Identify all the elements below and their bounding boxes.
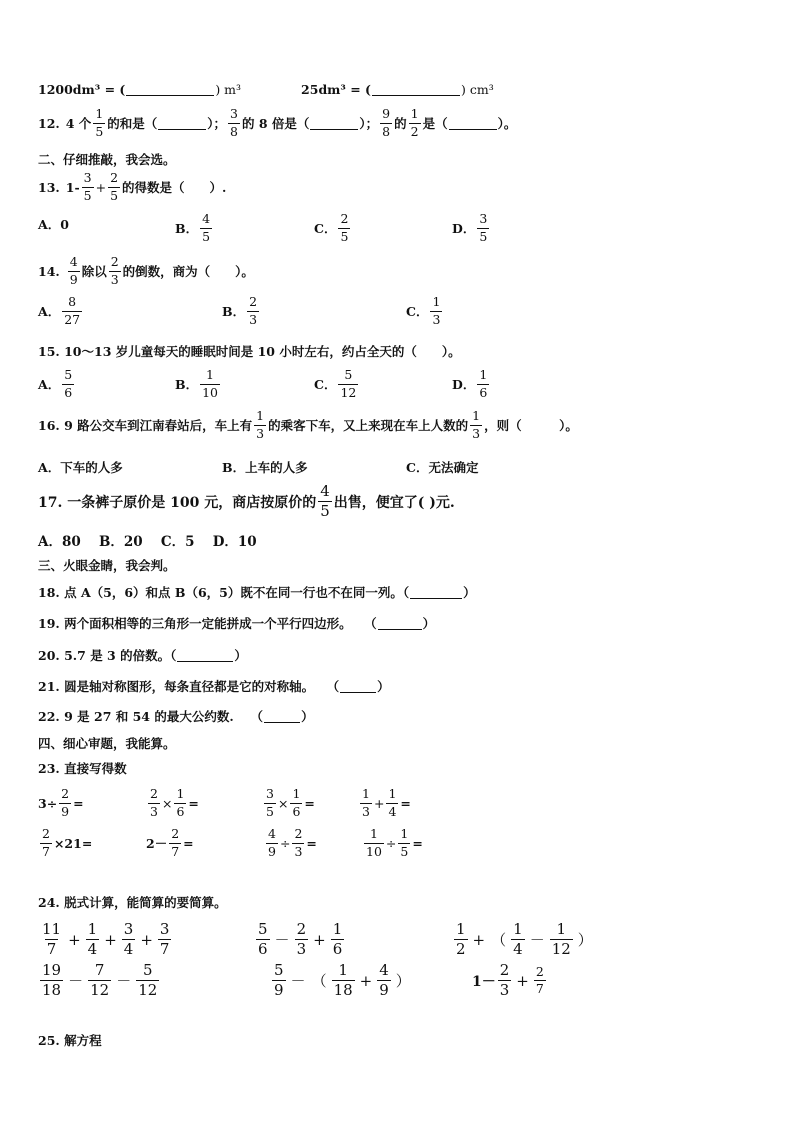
q21-line: 21. 圆是轴对称图形，每条直径都是它的对称轴。 （ ） xyxy=(38,679,390,694)
q16-text-1: 16. 9 路公交车到江南春站后，车上有 xyxy=(38,418,253,433)
q12-text-3: ）； xyxy=(207,116,227,131)
q22-blank[interactable] xyxy=(264,710,300,723)
q16-text-3: ，则（ ）。 xyxy=(484,418,578,433)
q11-blank-2[interactable] xyxy=(372,83,460,96)
q12-text-6: 的 xyxy=(394,116,407,131)
q20-blank[interactable] xyxy=(177,649,233,662)
q12-fraction-2: $\frac{3}{8}$ xyxy=(230,106,238,139)
q18-line: 18. 点 A（5，6）和点 B（6，5）既不在同一行也不在同一列。（ ） xyxy=(38,585,476,600)
q17-line xyxy=(38,484,455,519)
q13-text-1: 1- xyxy=(65,179,80,195)
q12-blank-1[interactable] xyxy=(158,117,206,130)
q11-blank-1[interactable] xyxy=(126,83,214,96)
q14-line xyxy=(38,256,254,286)
q16-line xyxy=(38,410,578,440)
q19-line: 19. 两个面积相等的三角形一定能拼成一个平行四边形。 （ ） xyxy=(38,616,436,631)
q23-title: 23. 直接写得数 xyxy=(38,761,127,776)
q23-item-1: 3÷ $\frac{2}{9}$ = xyxy=(38,786,84,819)
q23-item-8: $\frac{1}{10}$ ÷ $\frac{1}{5}$ = xyxy=(366,826,423,859)
q24-expr-2: $\frac{5}{6}$ － $\frac{2}{3}$ + $\frac{1}{6}$ xyxy=(258,920,343,958)
q16-option-a[interactable]: A．下车的人多 xyxy=(38,460,123,475)
q14-option-a[interactable]: A． $\frac{8}{27}$ xyxy=(38,294,81,327)
q12-text-4: 的 8 倍是（ xyxy=(242,116,310,131)
q11-line xyxy=(38,82,494,97)
q23-item-2: $\frac{2}{3}$ × $\frac{1}{6}$ = xyxy=(150,786,199,819)
q13-number: 13. xyxy=(38,179,60,195)
q12-text-8: ）。 xyxy=(497,116,517,131)
q15-line: 15. 10～13 岁儿童每天的睡眠时间是 10 小时左右，约占全天的（ ）。 xyxy=(38,344,461,359)
q12-fraction-1: $\frac{1}{5}$ xyxy=(95,106,104,139)
q13-fraction-2: $\frac{2}{5}$ xyxy=(110,170,119,203)
q17-options[interactable]: A．80 B．20 C．5 D．10 xyxy=(38,534,257,550)
q14-text-2: 的倒数，商为（ ）。 xyxy=(122,264,254,279)
q12-blank-2[interactable] xyxy=(310,117,358,130)
q12-number: 12. xyxy=(38,115,60,131)
q11-right-text: 25dm³ = ( xyxy=(301,82,371,97)
q23-item-4: $\frac{1}{3}$ + $\frac{1}{4}$ = xyxy=(362,786,411,819)
q16-option-b[interactable]: B．上车的人多 xyxy=(222,460,308,475)
q13-fraction-1: $\frac{3}{5}$ xyxy=(83,170,92,203)
q12-text-7: 是（ xyxy=(422,116,448,131)
q12-text-1: 4 个 xyxy=(65,116,92,131)
q12-fraction-3: $\frac{9}{8}$ xyxy=(382,106,391,139)
q13-option-c[interactable]: C． $\frac{2}{5}$ xyxy=(314,211,349,244)
q15-option-d[interactable]: D． $\frac{1}{6}$ xyxy=(452,367,488,400)
q21-blank[interactable] xyxy=(340,680,376,693)
q24-expr-5: $\frac{5}{9}$ － （ $\frac{1}{18}$ + $\frac{4}{9}$ ） xyxy=(274,961,411,999)
q13-option-a[interactable]: A．0 xyxy=(38,217,69,232)
q23-item-3: $\frac{3}{5}$ × $\frac{1}{6}$ = xyxy=(266,786,315,819)
q17-fraction: $\frac{4}{5}$ xyxy=(320,482,330,520)
q12-text-2: 的和是（ xyxy=(107,116,158,131)
section-2-heading: 二、仔细推敲，我会选。 xyxy=(38,152,176,167)
q23-item-5: $\frac{2}{7}$ ×21= xyxy=(42,826,93,859)
q14-text-1: 除以 xyxy=(81,264,107,279)
q13-text-2: 的得数是（ ）. xyxy=(122,180,227,195)
q20-line: 20. 5.7 是 3 的倍数。（ ） xyxy=(38,648,247,663)
q11-left-unit: ) m³ xyxy=(215,82,242,97)
q18-blank[interactable] xyxy=(410,586,462,599)
q13-option-b[interactable]: B． $\frac{4}{5}$ xyxy=(175,211,211,244)
q13-option-d[interactable]: D． $\frac{3}{5}$ xyxy=(452,211,488,244)
q19-blank[interactable] xyxy=(378,617,422,630)
q12-line xyxy=(38,108,516,138)
q23-item-6: 2－ $\frac{2}{7}$ = xyxy=(146,826,194,859)
section-4-heading: 四、细心审题，我能算。 xyxy=(38,736,176,751)
q24-expr-1: $\frac{11}{7}$ + $\frac{1}{4}$ + $\frac{3}{4}$ + $\frac{3}{7}$ xyxy=(42,920,170,958)
q16-fraction-2: $\frac{1}{3}$ xyxy=(472,408,481,441)
q24-expr-4: $\frac{19}{18}$ － $\frac{7}{12}$ － $\frac{5}{12}$ xyxy=(42,961,158,999)
q12-text-5: ）； xyxy=(359,116,379,131)
q11-left-text: 1200dm³ = ( xyxy=(38,82,126,97)
q24-expr-3: $\frac{1}{2}$ + （ $\frac{1}{4}$ － $\frac{1}{12}$ ） xyxy=(456,920,593,958)
q15-option-a[interactable]: A． $\frac{5}{6}$ xyxy=(38,367,73,400)
q14-number: 14. xyxy=(38,263,60,279)
q15-option-b[interactable]: B． $\frac{1}{10}$ xyxy=(175,367,218,400)
q14-option-b[interactable]: B． $\frac{2}{3}$ xyxy=(222,294,258,327)
q24-title: 24. 脱式计算，能简算的要简算。 xyxy=(38,895,227,910)
q13-operator: + xyxy=(95,179,107,195)
q15-option-c[interactable]: C． $\frac{5}{12}$ xyxy=(314,367,357,400)
section-3-heading: 三、火眼金睛，我会判。 xyxy=(38,558,176,573)
q22-line: 22. 9 是 27 和 54 的最大公约数. （ ） xyxy=(38,709,314,724)
q16-text-2: 的乘客下车，又上来现在车上人数的 xyxy=(268,418,469,433)
q14-fraction-1: $\frac{4}{9}$ xyxy=(69,254,78,287)
q24-expr-6: 1－ $\frac{2}{3}$ + $\frac{2}{7}$ xyxy=(472,961,544,999)
q12-blank-3[interactable] xyxy=(449,117,497,130)
q12-fraction-4: $\frac{1}{2}$ xyxy=(410,106,419,139)
q17-text-2: 出售，便宜了( )元. xyxy=(333,494,455,511)
q16-fraction-1: $\frac{1}{3}$ xyxy=(256,408,265,441)
q23-item-7: $\frac{4}{9}$ ÷ $\frac{2}{3}$ = xyxy=(268,826,317,859)
q11-right-unit: ) cm³ xyxy=(460,82,494,97)
q25-title: 25. 解方程 xyxy=(38,1033,102,1048)
q14-fraction-2: $\frac{2}{3}$ xyxy=(110,254,119,287)
q17-text-1: 17. 一条裤子原价是 100 元，商店按原价的 xyxy=(38,494,317,511)
q14-option-c[interactable]: C． $\frac{1}{3}$ xyxy=(406,294,441,327)
q13-line xyxy=(38,172,226,202)
q16-option-c[interactable]: C．无法确定 xyxy=(406,460,479,475)
